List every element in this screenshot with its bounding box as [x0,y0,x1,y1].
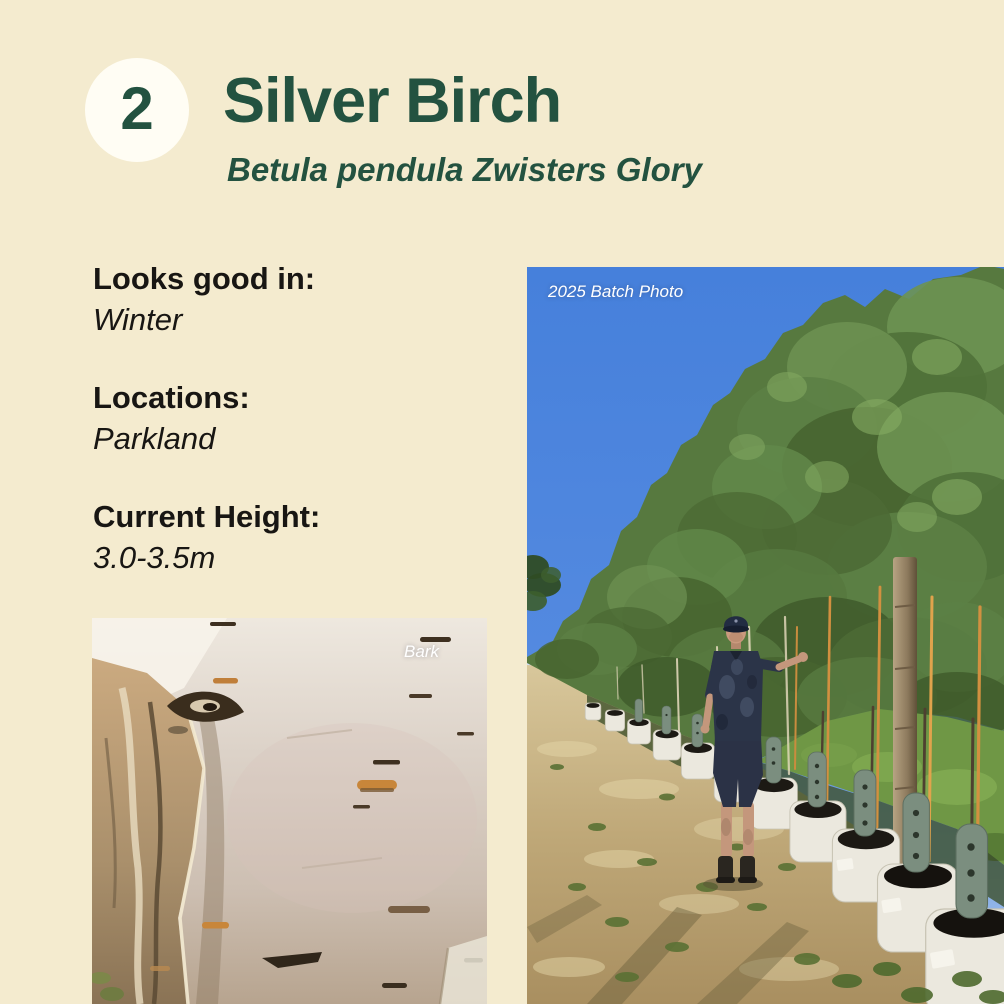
bark-photo-illustration [92,618,487,1004]
info-section-locations [93,377,493,459]
batch-photo-illustration [527,267,1004,1004]
info-panel [93,258,493,615]
entry-number-badge [85,58,189,162]
info-label: Locations: [93,380,250,415]
info-section-looks-good-in [93,258,493,340]
info-value: Winter [93,302,183,337]
page-title: Silver Birch [223,66,562,136]
info-label: Looks good in: [93,261,316,296]
info-value: Parkland [93,421,216,456]
batch-photo-caption: 2025 Batch Photo [548,282,684,301]
entry-number: 2 [120,75,154,142]
botanical-name: Betula pendula Zwisters Glory [227,151,702,188]
info-section-current-height [93,496,493,578]
info-label: Current Height: [93,499,321,534]
bark-photo-caption: Bark [404,642,439,661]
info-value: 3.0-3.5m [93,540,216,575]
bark-photo [92,618,487,1004]
batch-photo [527,267,1004,1004]
